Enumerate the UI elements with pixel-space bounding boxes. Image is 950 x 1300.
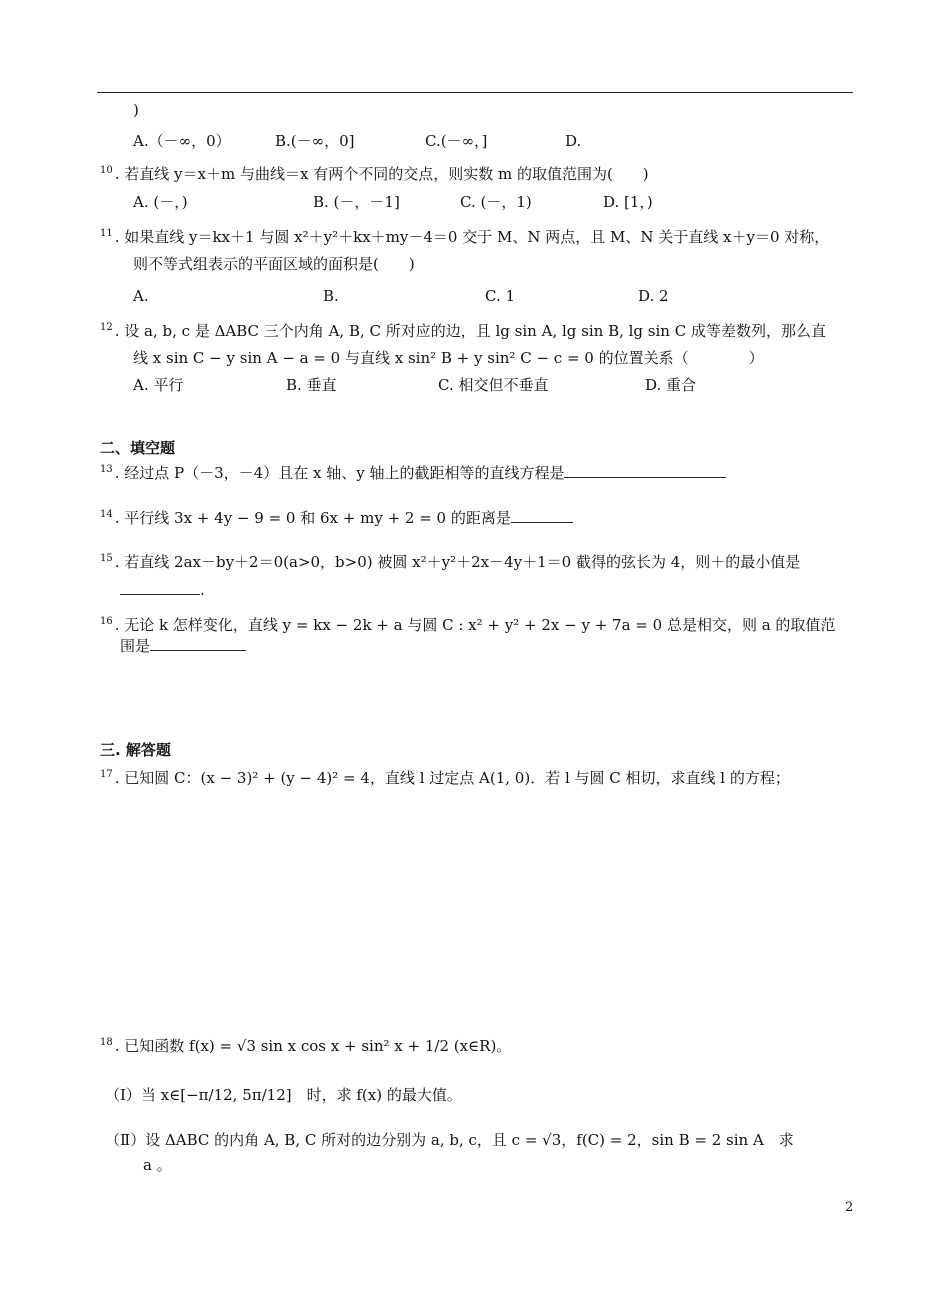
question-12-cont: 线 x sin C − y sin A − a = 0 与直线 x sin² B + y sin² C − c = 0 的位置关系（ ） <box>133 349 764 367</box>
q11-option-b: B. <box>323 287 339 305</box>
question-18-part-2: （Ⅱ）设 ΔABC 的内角 A, B, C 所对的边分别为 a, b, c，且 c = √3，f(C) = 2，sin B = 2 sin A 求 <box>105 1131 794 1149</box>
section-fill-in-blank: 二、填空题 <box>100 439 176 457</box>
q10-option-b: B. (－，－1] <box>313 193 400 211</box>
q11-option-a: A. <box>133 287 149 305</box>
question-15-cont: . <box>120 580 205 600</box>
q9-option-b: B.(－∞，0] <box>275 132 355 150</box>
q9-option-c: C.(－∞，] <box>425 132 488 150</box>
question-15: $^{15}$ . 若直线 2ax－by＋2＝0(a>0，b>0) 被圆 x²＋y²＋2x－4y＋1＝0 截得的弦长为 4，则＋的最小值是 <box>100 553 801 571</box>
question-10: $^{10}$ . 若直线 y＝x＋m 与曲线＝x 有两个不同的交点，则实数 m 的取值范围为( ) <box>100 165 649 183</box>
q10-option-a: A. (－，) <box>133 193 188 211</box>
q9-option-d: D. <box>565 132 582 150</box>
q12-option-a: A. 平行 <box>133 376 184 394</box>
section-problems: 三. 解答题 <box>100 741 171 759</box>
question-16-cont: 围是 <box>120 636 246 656</box>
question-11-cont: 则不等式组表示的平面区域的面积是( ) <box>133 255 415 273</box>
question-18-part-2-cont: a 。 <box>143 1156 172 1174</box>
q10-option-c: C. (－，1) <box>460 193 532 211</box>
question-16: $^{16}$ . 无论 k 怎样变化，直线 y = kx − 2k + a 与圆 C : x² + y² + 2x − y + 7a = 0 总是相交，则 a 的取值范 <box>100 616 836 634</box>
q12-option-c: C. 相交但不垂直 <box>438 376 549 394</box>
q13-answer-blank[interactable] <box>564 463 726 478</box>
question-17: $^{17}$ . 已知圆 C：(x − 3)² + (y − 4)² = 4，直线 l 过定点 A(1, 0)．若 l 与圆 C 相切，求直线 l 的方程； <box>100 769 790 787</box>
q12-option-d: D. 重合 <box>645 376 697 394</box>
question-12: $^{12}$ . 设 a, b, c 是 ΔABC 三个内角 A, B, C 所对应的边，且 lg sin A, lg sin B, lg sin C 成等差数列，那么直 <box>100 322 826 340</box>
continuation-paren: ) <box>133 101 139 119</box>
q16-answer-blank[interactable] <box>150 636 246 651</box>
q14-answer-blank[interactable] <box>511 508 573 523</box>
q11-option-d: D. 2 <box>638 287 669 305</box>
q10-option-d: D. [1，) <box>603 193 653 211</box>
q12-option-b: B. 垂直 <box>286 376 337 394</box>
question-14: $^{14}$ . 平行线 3x + 4y − 9 = 0 和 6x + my + 2 = 0 的距离是 <box>100 505 573 528</box>
q11-option-c: C. 1 <box>485 287 516 305</box>
question-18: $^{18}$ . 已知函数 f(x) = √3 sin x cos x + sin² x + 1/2 (x∈R)。 <box>100 1037 512 1055</box>
q9-option-a: A.（－∞，0） <box>133 132 231 150</box>
page-number: 2 <box>845 1200 854 1215</box>
header-rule <box>97 92 853 93</box>
question-13: $^{13}$ . 经过点 P（－3，－4）且在 x 轴、y 轴上的截距相等的直线方程是 <box>100 460 726 483</box>
question-11: $^{11}$ . 如果直线 y＝kx＋1 与圆 x²＋y²＋kx＋my－4＝0 交于 M、N 两点，且 M、N 关于直线 x＋y＝0 对称， <box>100 228 830 246</box>
question-18-part-1: （Ⅰ）当 x∈[−π/12, 5π/12] 时，求 f(x) 的最大值。 <box>105 1086 462 1104</box>
q15-answer-blank[interactable] <box>120 580 200 595</box>
